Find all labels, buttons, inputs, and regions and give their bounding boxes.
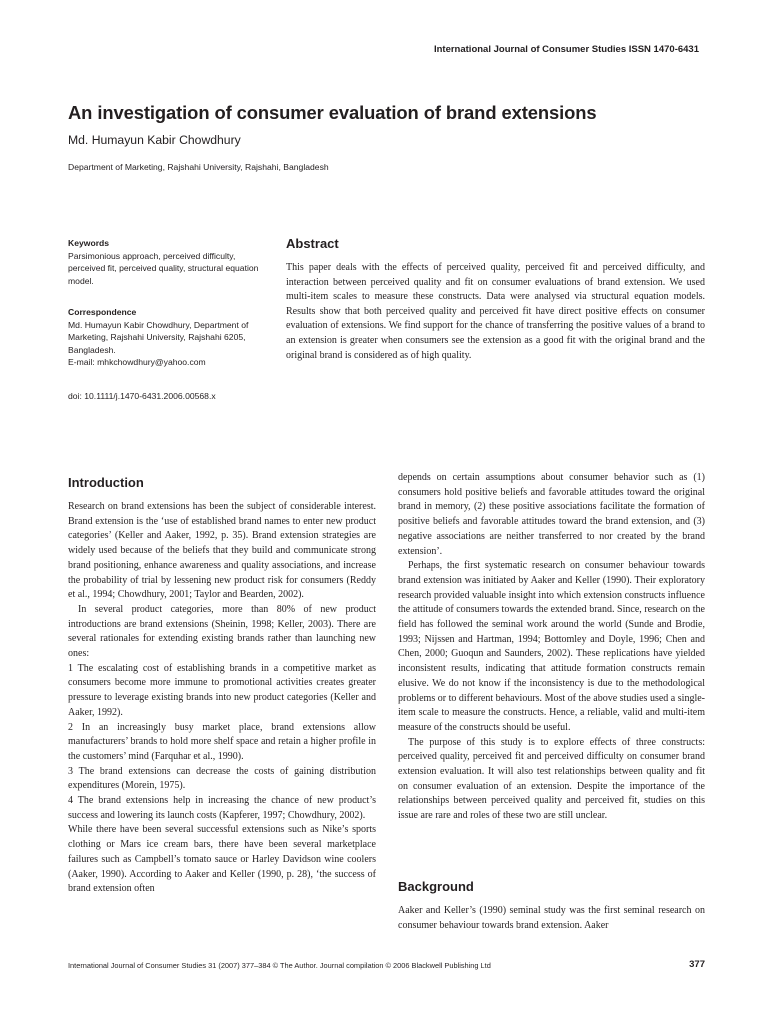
- intro-list-item-4: 4 The brand extensions help in increasing the chance of new product’s success and lowering its launch costs (Kapferer, 1997; Chowdhury, 2002).: [68, 795, 376, 821]
- page-number: 377: [689, 959, 705, 970]
- background-text: [398, 904, 705, 933]
- correspondence-email: E-mail: mhkchowdhury@yahoo.com: [68, 357, 206, 368]
- intro-right-paragraph-1: depends on certain assumptions about consumer behavior such as (1) consumers hold positive beliefs and favorable attitudes toward the original brand in memory, (2) these positive associations facilitate the formation of positive beliefs and favorable attitudes toward the brand extension, and (3) negative associations are neither transferred to nor created by the brand extension’.: [398, 472, 705, 557]
- article-author: Md. Humayun Kabir Chowdhury: [68, 133, 241, 147]
- intro-list-item-2: 2 In an increasingly busy market place, brand extensions allow manufacturers’ brands to hold more shelf space and retain a higher profile in the customers’ mind (Farquhar et al., 1990).: [68, 721, 376, 762]
- intro-paragraph-1: Research on brand extensions has been the subject of considerable interest. Brand extension is the ‘use of established brand names to enter new product categories’ (Keller and Aaker, 1992, p. 35). Brand extension strategies are widely used because of the beliefs that they build and communicate strong brand positioning, enhance awareness and quality associations, and increase the probability of trial by lessening new product risk for consumers (Reddy et al., 1994; Chowdhury, 2001; Taylor and Bearden, 2002).: [68, 501, 376, 601]
- keywords-text: Parsimonious approach, perceived difficulty, perceived fit, perceived quality, structural equation model.: [68, 250, 259, 286]
- intro-list-item-1: 1 The escalating cost of establishing brands in a competitive market as consumers become more immune to promotional activities creates greater pressure to leverage existing brands into new product categories (Keller and Aaker, 1992).: [68, 662, 376, 718]
- abstract-heading: Abstract: [286, 236, 339, 251]
- journal-header: International Journal of Consumer Studies ISSN 1470-6431: [433, 44, 699, 55]
- doi: doi: 10.1111/j.1470-6431.2006.00568.x: [68, 391, 216, 401]
- keywords-label: Keywords: [68, 238, 110, 248]
- article-title: An investigation of consumer evaluation of brand extensions: [68, 102, 597, 123]
- intro-paragraph-2: In several product categories, more than 80% of new product introductions are brand extensions (Sheinin, 1998; Keller, 2003). There are several rationales for extending existing brands rather than launching new ones:: [68, 603, 376, 660]
- intro-list-item-3: 3 The brand extensions can decrease the costs of gaining distribution expenditures (Morein, 1975).: [68, 765, 376, 792]
- correspondence-label: Correspondence: [68, 307, 137, 317]
- keywords-block: [68, 237, 264, 287]
- background-heading: Background: [398, 879, 474, 894]
- correspondence-block: [68, 306, 264, 369]
- intro-right-paragraph-3: The purpose of this study is to explore effects of three constructs: perceived quality, perceived fit and perceived difficulty on consumer brand extension evaluation. It will also test relationships between quality and fit on consumer evaluation of an extension. Despite the importance of the relationships between perceived quality and perceived fit, studies on this issue are rare and roles of these two are still unclear.: [398, 736, 705, 822]
- correspondence-text: Md. Humayun Kabir Chowdhury, Department of Marketing, Rajshahi University, Rajshahi 6205, Bangladesh.: [68, 319, 249, 355]
- column-right: [398, 471, 705, 824]
- author-affiliation: Department of Marketing, Rajshahi University, Rajshahi, Bangladesh: [68, 162, 329, 172]
- column-left: [68, 500, 376, 897]
- intro-paragraph-3: While there have been several successful extensions such as Nike’s sports clothing or Mars ice cream bars, there have been several marketplace failures such as Campbell’s tomato sauce or Harley Davidson wine coolers (Aaker, 1990). According to Aaker and Keller (1990, p. 28), ‘the success of brand extension often: [68, 824, 376, 895]
- intro-right-paragraph-2: Perhaps, the first systematic research on consumer behaviour towards brand extension was initiated by Aaker and Keller (1990). Their exploratory research provided valuable insight into which extension constructs influence the attitude of consumers towards the extended brand. Since, research on the field has followed the seminal work around the world (Sunde and Brodie, 1993; Nijssen and Hartman, 1994; Bottomley and Doyle, 1996; Chen and Chen, 2000; Guoqun and Saunders, 2002). These replications have yielded inconsistent results, indicating that attitude formation constructs remain elusive. We do not know if the inconsistency is due to the methodological problems or to different behaviours. Most of the above studies used a single-item scale to measure the constructs. Hence, a reliable, valid and multi-item measure of the constructs should be useful.: [398, 560, 705, 733]
- background-paragraph-1: Aaker and Keller’s (1990) seminal study was the first seminal research on consumer behaviour towards brand extension. Aaker: [398, 905, 705, 931]
- footer-citation: International Journal of Consumer Studies 31 (2007) 377–384 © The Author. Journal compilation © 2006 Blackwell Publishing Ltd: [68, 961, 491, 970]
- introduction-heading: Introduction: [68, 475, 144, 490]
- abstract-text: This paper deals with the effects of perceived quality, perceived fit and perceived difficulty, and interaction between perceived quality and fit on consumer evaluations of brand extension. We used multi-item scales to measure these constructs. Data were analysed via structural equation models. Results show that both perceived quality and perceived fit have direct positive effects on consumer evaluation of extensions. We find support for the chance of transferring the positive values of a brand to an extension is greater when consumers see the extension as a good fit with the original brand and the original brand is considered as of high quality.: [286, 262, 705, 361]
